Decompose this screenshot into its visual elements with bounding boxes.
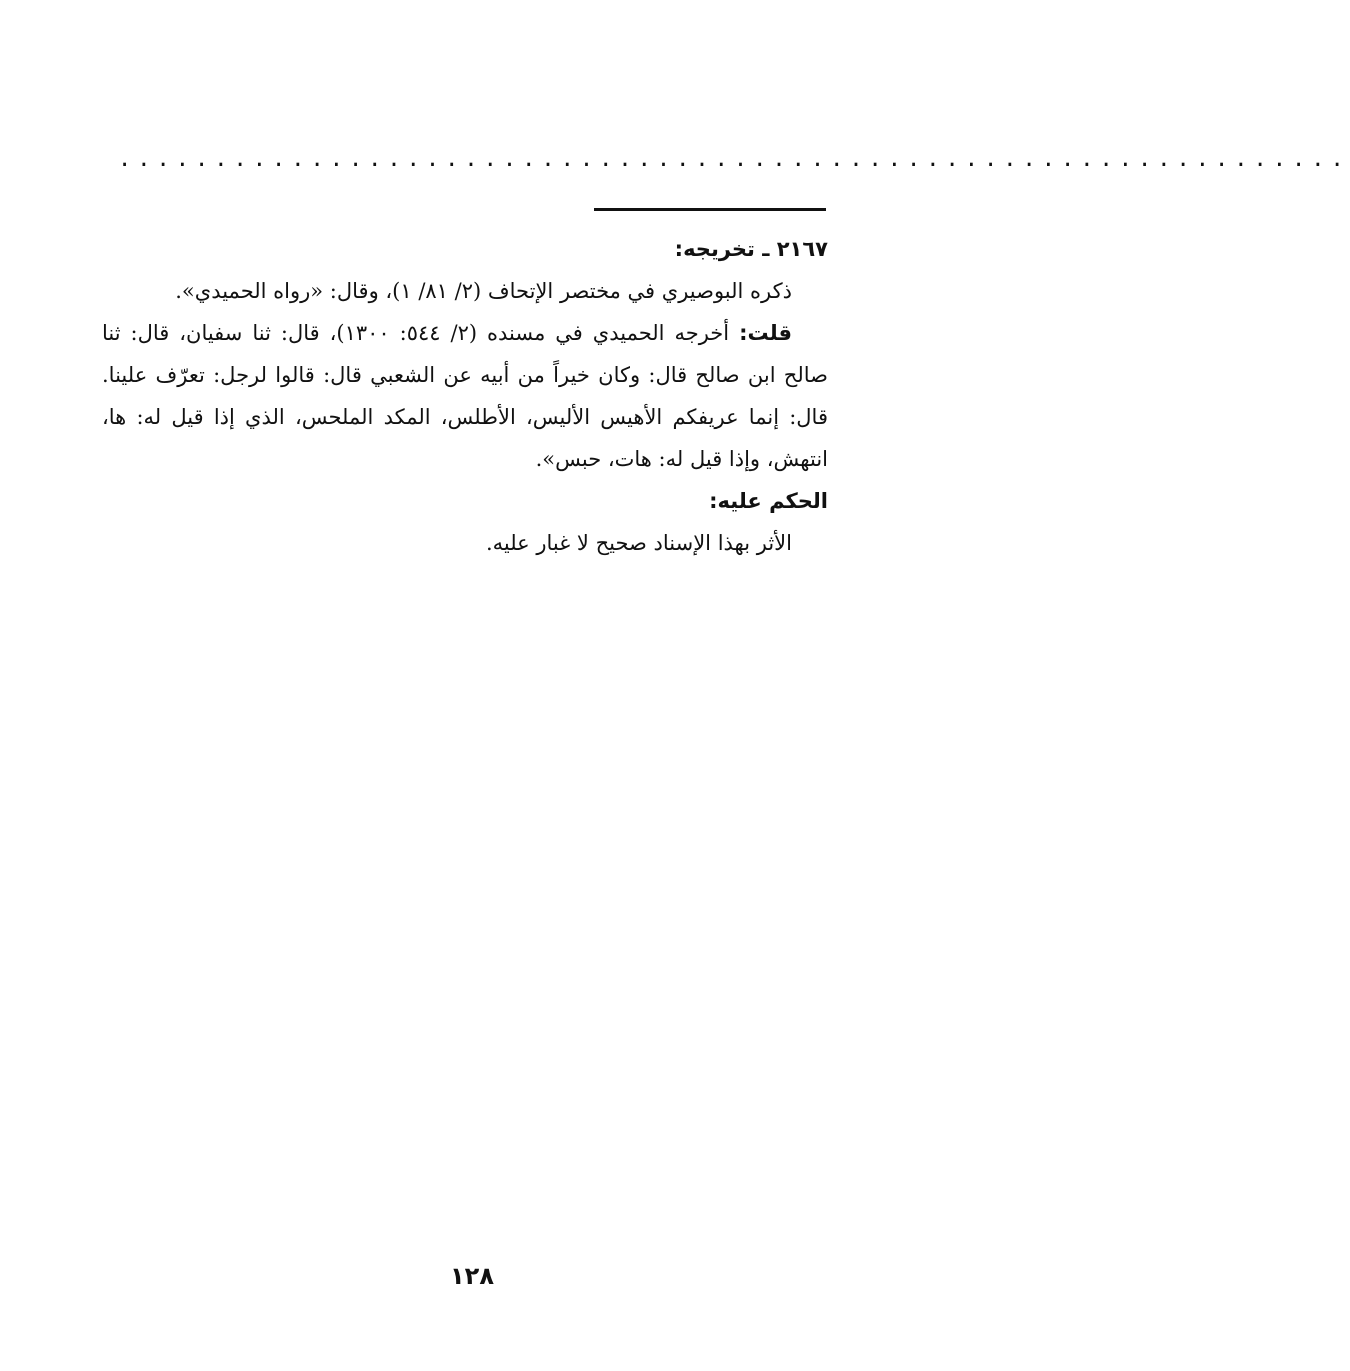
entry-heading: ٢١٦٧ ـ تخريجه:	[674, 237, 828, 261]
footnote-rule	[594, 208, 826, 211]
ruling-paragraph: الأثر بهذا الإسناد صحيح لا غبار عليه.	[485, 531, 792, 555]
commentary-lead: قلت:	[739, 321, 793, 345]
commentary-body: أخرجه الحميدي في مسنده (٢/ ٥٤٤: ١٣٠٠)، قال: ثنا سفيان، قال: ثنا صالح ابن صالح قال: وكان خيراً من أبيه عن الشعبي قال: قالوا لرجل: تعرّف علينا. قال: إنما عريفكم الأهيس الأليس، الأطلس، المكد الملحس، الذي إذا قيل له: ها، انتهش، وإذا قيل له: هات، حبس».	[102, 321, 828, 471]
page-number: ١٢٨	[450, 1262, 494, 1290]
commentary-paragraph	[102, 312, 828, 480]
entry-content	[102, 228, 828, 564]
citation-paragraph: ذكره البوصيري في مختصر الإتحاف (٢/ ٨١/ ١)، وقال: «رواه الحميدي».	[175, 279, 792, 303]
ruling-heading: الحكم عليه:	[709, 489, 828, 513]
dotted-separator: ................................................................	[118, 147, 1350, 172]
